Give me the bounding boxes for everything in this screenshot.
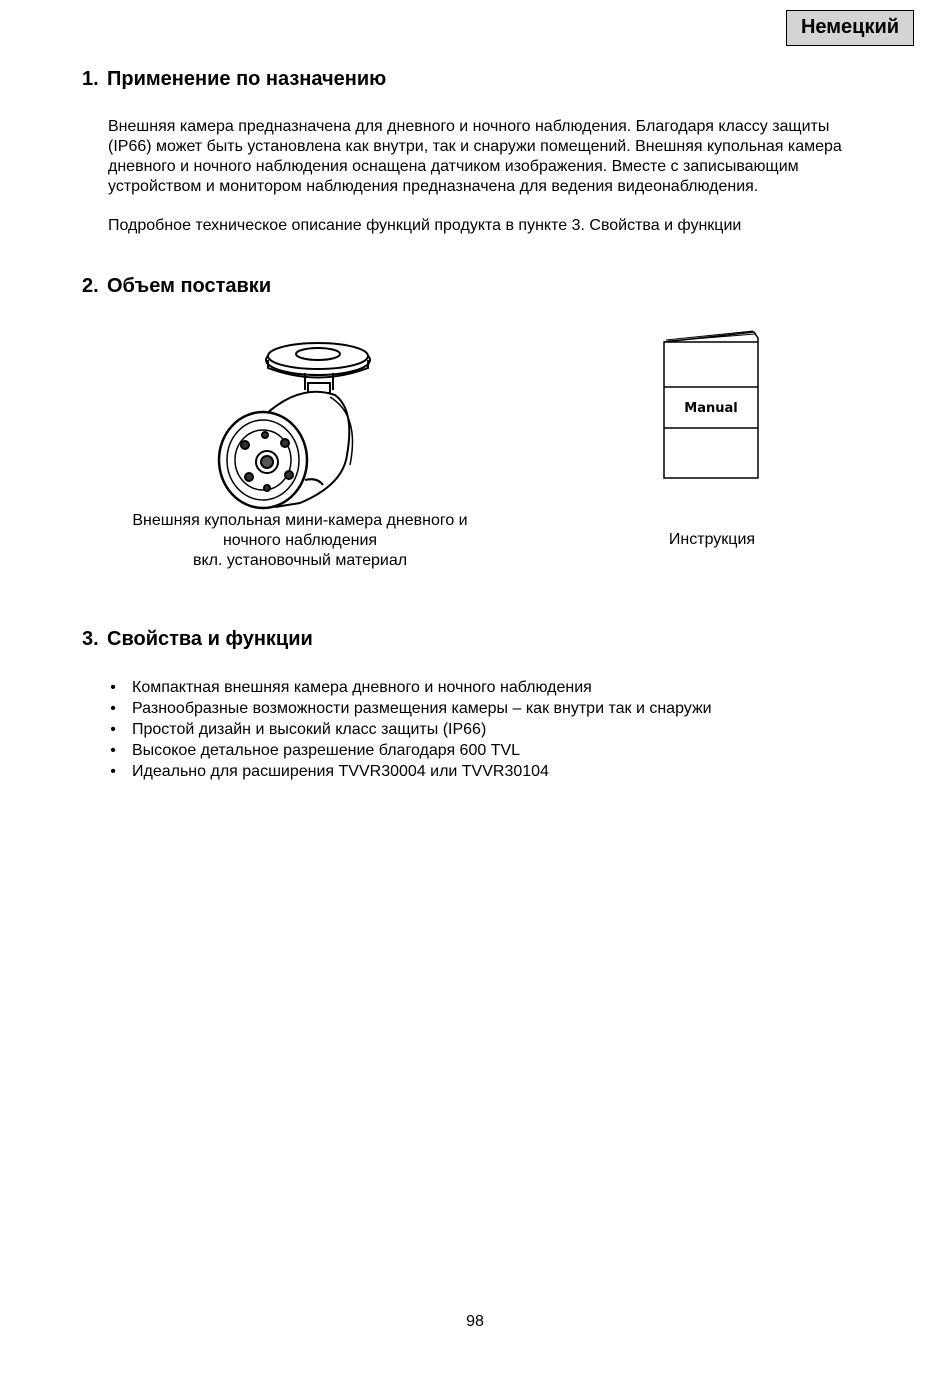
section-1-paragraph-1 — [108, 117, 908, 197]
section-2-heading — [82, 275, 271, 298]
bullet-icon: • — [110, 742, 116, 759]
section-3-number: 3. — [82, 628, 99, 650]
section-3-title: Свойства и функции — [107, 628, 313, 650]
paragraph-line: устройством и монитором наблюдения предназначена для ведения видеонаблюдения. — [108, 178, 759, 195]
paragraph-line: Внешняя камера предназначена для дневного и ночного наблюдения. Благодаря классу защиты — [108, 118, 830, 135]
section-1-paragraph-2 — [108, 216, 908, 236]
feature-text: Высокое детальное разрешение благодаря 600 TVL — [132, 742, 521, 759]
camera-caption — [100, 511, 500, 571]
feature-text: Разнообразные возможности размещения камеры – как внутри так и снаружи — [132, 700, 712, 717]
list-item — [108, 740, 712, 761]
feature-text: Идеально для расширения TVVR30004 или TVVR30104 — [132, 763, 549, 780]
list-item — [108, 677, 712, 698]
feature-list — [108, 677, 712, 782]
section-1-title: Применение по назначению — [107, 68, 387, 90]
caption-line: вкл. установочный материал — [192, 552, 408, 569]
paragraph-line: Подробное техническое описание функций продукта в пункте 3. Свойства и функции — [108, 217, 742, 234]
language-badge: Немецкий — [786, 10, 914, 46]
section-1-heading — [82, 68, 386, 91]
caption-line: Инструкция — [668, 531, 756, 548]
feature-text: Компактная внешняя камера дневного и ночного наблюдения — [132, 679, 592, 696]
booklet-label: Manual — [684, 401, 738, 416]
camera-illustration — [205, 335, 395, 515]
manual-booklet-illustration — [660, 328, 762, 482]
section-1-number: 1. — [82, 68, 99, 90]
bullet-icon: • — [110, 679, 116, 696]
caption-line: ночного наблюдения — [222, 532, 378, 549]
list-item — [108, 719, 712, 740]
bullet-icon: • — [110, 721, 116, 738]
paragraph-line: (IP66) может быть установлена как внутри, так и снаружи помещений. Внешняя купольная камера — [108, 138, 842, 155]
caption-line: Внешняя купольная мини-камера дневного и — [132, 512, 468, 529]
section-2-title: Объем поставки — [107, 275, 272, 297]
paragraph-line: дневного и ночного наблюдения оснащена датчиком изображения. Вместе с записывающим — [108, 158, 799, 175]
feature-text: Простой дизайн и высокий класс защиты (IP66) — [132, 721, 487, 738]
section-2-number: 2. — [82, 275, 99, 297]
page-number: 98 — [466, 1313, 484, 1330]
list-item — [108, 698, 712, 719]
section-3-heading — [82, 628, 313, 651]
bullet-icon: • — [110, 763, 116, 780]
bullet-icon: • — [110, 700, 116, 717]
list-item — [108, 761, 712, 782]
manual-caption — [612, 530, 812, 550]
